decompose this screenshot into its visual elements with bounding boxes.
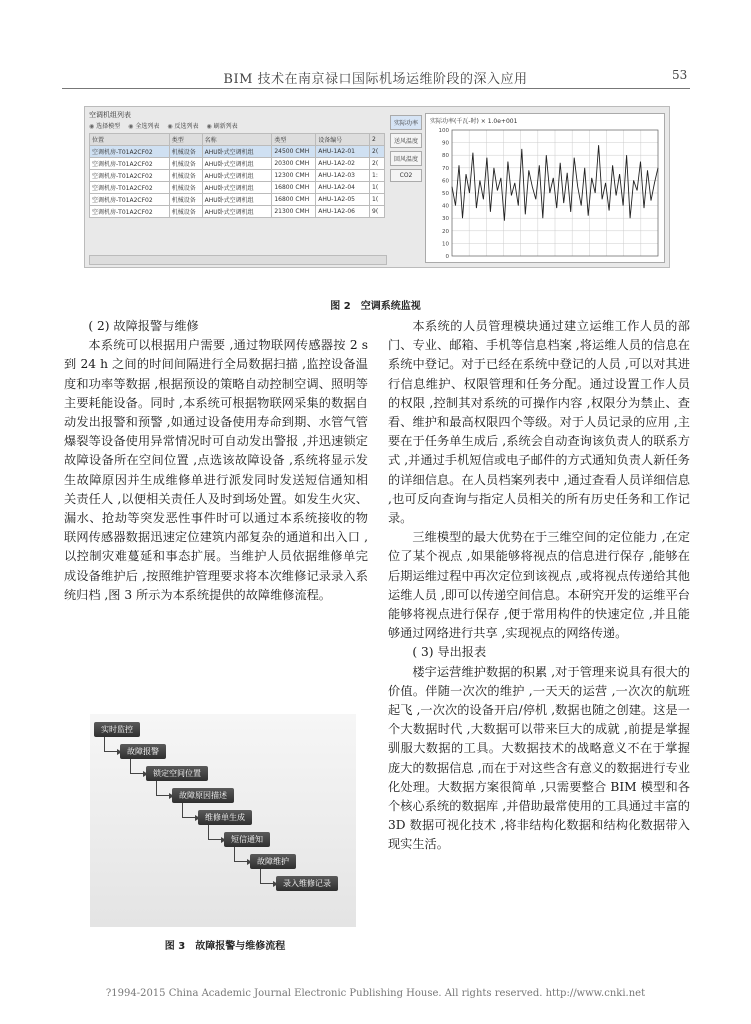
arrow-icon	[208, 825, 221, 840]
table-cell: AHU-1A2-02	[316, 158, 370, 170]
table-cell: AHU卧式空调机组	[202, 170, 272, 182]
table-cell: AHU-1A2-01	[316, 146, 370, 158]
table-cell: 1:	[370, 170, 385, 182]
table-cell: 机械设备	[169, 182, 202, 194]
y-tick-label: 10	[442, 241, 449, 248]
arrow-icon	[104, 737, 117, 752]
btn-supply-temp[interactable]: 送风温度	[390, 133, 422, 148]
col-header[interactable]: 设备编号	[316, 134, 370, 146]
table-cell: 1(	[370, 182, 385, 194]
radio-refresh[interactable]: ◉ 刷新列表	[207, 121, 238, 130]
step-2: 故障报警	[120, 744, 166, 759]
table-cell: 2(	[370, 158, 385, 170]
figure-3-flowchart	[90, 714, 356, 927]
step-6: 短信通知	[224, 832, 270, 847]
table-cell: 21300 CMH	[272, 206, 316, 218]
right-column	[388, 317, 690, 855]
figure-2-caption: 图 2 空调系统监视	[330, 301, 421, 312]
table-row[interactable]	[90, 194, 385, 206]
table-cell: 机械设备	[169, 206, 202, 218]
table-cell: 16800 CMH	[272, 182, 316, 194]
table-row[interactable]	[90, 158, 385, 170]
table-cell: AHU-1A2-04	[316, 182, 370, 194]
table-cell: 9(	[370, 206, 385, 218]
table-cell: AHU-1A2-06	[316, 206, 370, 218]
y-tick-label: 20	[442, 228, 449, 235]
y-tick-label: 90	[442, 140, 449, 147]
radio-group	[89, 121, 238, 130]
table-cell: 空调机房-T01A2CF02	[90, 194, 170, 206]
arrow-icon	[234, 847, 247, 862]
step-3: 锁定空间位置	[146, 766, 208, 781]
table-header-row	[90, 134, 385, 146]
table-cell: 1(	[370, 194, 385, 206]
table-cell: 机械设备	[169, 158, 202, 170]
left-paragraph: 本系统可以根据用户需要 ,通过物联网传感器按 2 s 到 24 h 之间的时间间隔进行全局数据扫描 ,监控设备温度和功率等数据 ,根据预设的策略自动控制空调、照明等主要耗能设备。同时 ,本系统可根据物联网采集的数据自动发出报警和预警 ,如通过设备使用寿命到期、水管气管爆裂等设备使用异常情况时可自动发出警报 ,并迅速锁定故障设备所在空间位置 ,点选该故障设备 ,系统将显示发生故障原因并生成维修单进行派发同时发送短信通知相关责任人 ,以便相关责任人及时到场处置。如发生火灾、漏水、抢劫等突发恶性事件时可以通过本系统接收的物联网传感器数据迅速定位建筑内部复杂的通道和出入口 ,以控制灾难蔓延和事态扩展。当维护人员依据维修单完成设备维护后 ,按照维护管理要求将本次维修记录录入系统归档 ,图 3 所示为本系统提供的故障维修流程。	[64, 338, 368, 602]
unit-table	[89, 133, 385, 218]
header-rule	[62, 88, 690, 89]
table-cell: AHU-1A2-05	[316, 194, 370, 206]
table-cell: 2(	[370, 146, 385, 158]
step-8: 录入维修记录	[276, 876, 338, 891]
right-paragraph-2: 三维模型的最大优势在于三维空间的定位能力 ,在定位了某个视点 ,如果能够将视点的信息进行保存 ,能够在后期运维过程中再次定位到该视点 ,或将视点传递给其他运维人员 ,即可以传递空间信息。本研究开发的运维平台能够将视点进行保存 ,便于常用构件的快速定位 ,并且能够通过网络进行共享 ,实现视点的网络传递。	[388, 530, 690, 641]
table-cell: 空调机房-T01A2CF02	[90, 158, 170, 170]
step-5: 维修单生成	[198, 810, 252, 825]
right-paragraph-1: 本系统的人员管理模块通过建立运维工作人员的部门、专业、邮箱、手机等信息档案 ,将运维人员的信息在系统中登记。对于已经在系统中登记的人员 ,可以对其进行信息维护、权限管理和任务分配。通过设置工作人员的权限 ,控制其对系统的可操作内容 ,权限分为禁止、查看、维护和最高权限四个等级。对于人员记录的应用 ,主要在于任务单生成后 ,系统会自动查询该负责人的联系方式 ,并通过手机短信或电子邮件的方式通知负责人新任务的详细信息。在人员档案列表中 ,通过查看人员详细信息 ,也可反向查询与指定人员相关的所有历史任务和工作记录。	[388, 319, 690, 526]
right-paragraph-3: 楼宇运营维护数据的积累 ,对于管理来说具有很大的价值。伴随一次次的维护 ,一天天的运营 ,一次次的航班起飞 ,一次次的设备开启/停机 ,数据也随之创建。这是一个大数据时代 ,大数据可以带来巨大的成就 ,前提是掌握驯服大数据的工具。大数据技术的战略意义不在于掌握庞大的数据信息 ,而在于对这些含有意义的数据进行专业化处理。大数据方案很简单 ,只需要整合 BIM 模型和各个核心系统的数据库 ,并借助最常使用的工具通过丰富的 3D 数据可视化技术 ,将非结构化数据和结构化数据带入现实生活。	[388, 664, 690, 852]
btn-actual-power[interactable]: 实际功率	[390, 115, 422, 130]
y-tick-label: 0	[445, 254, 449, 260]
page-number: 53	[672, 68, 688, 82]
table-cell: AHU卧式空调机组	[202, 146, 272, 158]
section-heading-3: ( 3) 导出报表	[412, 645, 487, 660]
arrow-icon	[260, 869, 273, 884]
left-column	[64, 317, 368, 605]
col-header[interactable]: 位置	[90, 134, 170, 146]
table-cell: 机械设备	[169, 146, 202, 158]
horizontal-scrollbar[interactable]	[89, 255, 387, 265]
chart-title: 实际功率(千瓦-时) × 1.0e+001	[430, 118, 518, 125]
col-header[interactable]: 名称	[202, 134, 272, 146]
table-cell: AHU卧式空调机组	[202, 182, 272, 194]
radio-select-model[interactable]: ◉ 选择模型	[89, 121, 120, 130]
btn-return-temp[interactable]: 回风温度	[390, 151, 422, 166]
y-tick-label: 30	[442, 216, 449, 223]
table-cell: AHU卧式空调机组	[202, 194, 272, 206]
table-cell: AHU卧式空调机组	[202, 206, 272, 218]
arrow-icon	[182, 803, 195, 818]
table-row[interactable]	[90, 146, 385, 158]
table-row[interactable]	[90, 170, 385, 182]
table-cell: AHU卧式空调机组	[202, 158, 272, 170]
section-heading-2: ( 2) 故障报警与维修	[88, 319, 199, 333]
y-tick-label: 40	[442, 203, 449, 210]
panel-title: 空调机组列表	[89, 111, 131, 119]
table-cell: 空调机房-T01A2CF02	[90, 146, 170, 158]
power-chart	[425, 113, 665, 263]
running-header: BIM 技术在南京禄口国际机场运维阶段的深入应用	[223, 72, 528, 87]
figure-3-caption: 图 3 故障报警与维修流程	[164, 941, 286, 952]
step-1: 实时监控	[94, 722, 140, 737]
step-4: 故障原因描述	[172, 788, 234, 803]
table-cell: 机械设备	[169, 194, 202, 206]
y-tick-label: 80	[442, 153, 449, 160]
table-cell: AHU-1A2-03	[316, 170, 370, 182]
table-cell: 20300 CMH	[272, 158, 316, 170]
y-tick-label: 50	[442, 191, 449, 197]
y-tick-label: 100	[438, 128, 449, 134]
step-7: 故障维护	[250, 854, 296, 869]
table-cell: 空调机房-T01A2CF02	[90, 206, 170, 218]
table-cell: 空调机房-T01A2CF02	[90, 170, 170, 182]
table-cell: 16800 CMH	[272, 194, 316, 206]
y-tick-label: 60	[442, 178, 449, 185]
arrow-icon	[130, 759, 143, 774]
table-row[interactable]	[90, 206, 385, 218]
figure-2-screenshot	[84, 106, 670, 268]
table-cell: 12300 CMH	[272, 170, 316, 182]
radio-select-all[interactable]: ◉ 全选列表	[128, 121, 159, 130]
metric-buttons	[390, 115, 422, 185]
arrow-icon	[156, 781, 169, 796]
table-cell: 24500 CMH	[272, 146, 316, 158]
power-chart-svg	[426, 114, 664, 262]
col-header[interactable]: 类型	[272, 134, 316, 146]
radio-invert[interactable]: ◉ 反选列表	[167, 121, 198, 130]
y-tick-label: 70	[442, 165, 449, 172]
btn-co2[interactable]: CO2	[390, 169, 422, 182]
col-header[interactable]: 类型	[169, 134, 202, 146]
table-cell: 机械设备	[169, 170, 202, 182]
copyright-footer: ?1994-2015 China Academic Journal Electronic Publishing House. All rights reserved. http://www.cnki.net	[105, 988, 646, 999]
table-cell: 空调机房-T01A2CF02	[90, 182, 170, 194]
col-header[interactable]: 2	[370, 134, 385, 146]
table-row[interactable]	[90, 182, 385, 194]
